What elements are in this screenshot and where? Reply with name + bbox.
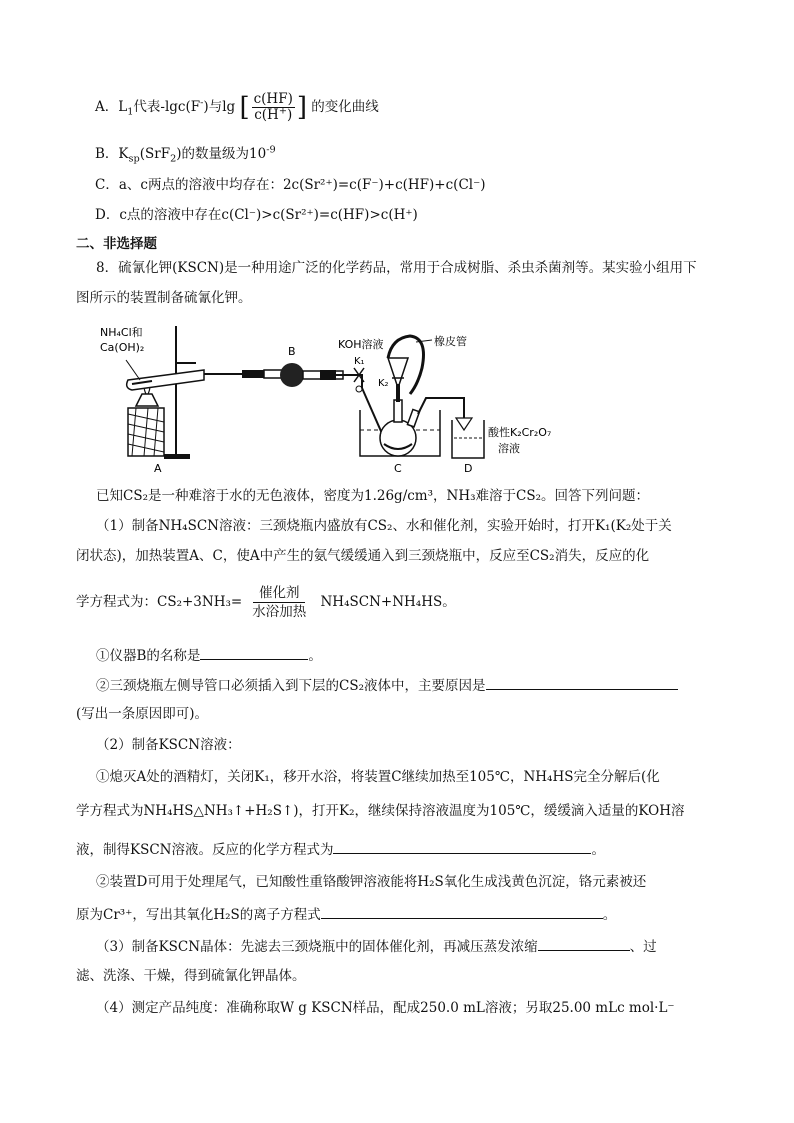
drying-tube-bulb bbox=[280, 363, 304, 387]
label-d: D bbox=[464, 462, 473, 475]
fraction-denominator bbox=[252, 105, 294, 123]
beaker-d bbox=[452, 420, 484, 458]
part3-line1 bbox=[96, 935, 657, 957]
label-c: C bbox=[394, 462, 402, 475]
part2-1-end: 。 bbox=[591, 842, 605, 858]
drying-tube-neck bbox=[264, 370, 282, 378]
reagent-pointer bbox=[126, 360, 140, 380]
subq-2 bbox=[96, 674, 678, 696]
condition-catalyst: 催化剂 bbox=[253, 584, 306, 603]
bracket-right: ] bbox=[296, 92, 307, 123]
flask-right-neck bbox=[407, 409, 419, 426]
part2-1-line3 bbox=[76, 838, 605, 860]
part2-2-line2 bbox=[76, 903, 616, 925]
label-reagent-1: NH₄Cl和 bbox=[100, 326, 143, 339]
k1-clamp-ring bbox=[356, 386, 362, 392]
label-k1: K₁ bbox=[354, 356, 365, 367]
bracket-left: [ bbox=[239, 92, 250, 123]
subq-2-text: ②三颈烧瓶左侧导管口必须插入到下层的CS₂液体中，主要原因是 bbox=[96, 678, 486, 694]
funnel-stem bbox=[396, 384, 400, 402]
subq-1-text: ①仪器B的名称是 bbox=[96, 648, 201, 664]
part4-line1: （4）测定产品纯度：准确称取W g KSCN样品，配成250.0 mL溶液；另取25.00 mLc mol·L⁻ bbox=[96, 1000, 675, 1016]
fraction-den-post: ) bbox=[286, 107, 293, 123]
option-b-post: )的数量级为10 bbox=[176, 146, 267, 162]
option-b-sup: -9 bbox=[266, 144, 276, 156]
option-d: D．c点的溶液中存在c(Cl⁻)>c(Sr²⁺)=c(HF)>c(H⁺) bbox=[95, 207, 418, 223]
label-koh: KOH溶液 bbox=[338, 338, 384, 351]
flask-center-neck bbox=[394, 400, 402, 422]
condition-water-bath: 水浴加热 bbox=[252, 604, 307, 620]
option-b bbox=[95, 144, 276, 164]
equation-rhs: NH₄SCN+NH₄HS。 bbox=[316, 594, 456, 610]
answer-blank-5[interactable] bbox=[538, 935, 630, 951]
option-a bbox=[95, 92, 379, 123]
equation-lhs: 学方程式为：CS₂+3NH₃= bbox=[76, 594, 243, 610]
answer-blank-2[interactable] bbox=[486, 674, 678, 690]
option-b-mid: (SrF bbox=[139, 146, 171, 162]
answer-blank-3[interactable] bbox=[333, 838, 591, 854]
option-b-sub2: 2 bbox=[170, 153, 177, 165]
apparatus-figure bbox=[92, 318, 552, 478]
label-a: A bbox=[154, 462, 162, 475]
option-a-sub: 1 bbox=[127, 106, 134, 118]
option-b-prefix: B．K bbox=[95, 146, 129, 162]
option-a-mid2: )与lg bbox=[203, 99, 236, 115]
subq-2-note: (写出一条原因即可)。 bbox=[76, 706, 209, 722]
dropping-funnel bbox=[388, 358, 408, 388]
q8-intro-line2: 图所示的装置制备硫氰化钾。 bbox=[76, 290, 252, 306]
inverted-funnel bbox=[456, 418, 472, 430]
label-acid-2: 溶液 bbox=[498, 442, 520, 455]
fraction bbox=[252, 92, 295, 123]
part1-line1: （1）制备NH₄SCN溶液：三颈烧瓶内盛放有CS₂、水和催化剂，实验开始时，打开K₁(K₂处于关 bbox=[96, 518, 672, 534]
option-a-suffix: 的变化曲线 bbox=[311, 99, 379, 115]
outlet-tube bbox=[418, 398, 464, 418]
reaction-conditions bbox=[246, 584, 312, 621]
fraction-den-sup: + bbox=[278, 105, 287, 117]
label-b: B bbox=[288, 345, 296, 358]
part1-line2: 闭状态)，加热装置A、C，使A中产生的氨气缓缓通入到三颈烧瓶中，反应至CS₂消失，反应的化 bbox=[76, 548, 650, 564]
subq-1 bbox=[96, 644, 322, 666]
label-reagent-2: Ca(OH)₂ bbox=[100, 341, 145, 354]
part2-1-line1: ①熄灭A处的酒精灯，关闭K₁，移开水浴，将装置C继续加热至105℃，NH₄HS完全分解后(化 bbox=[96, 769, 660, 785]
answer-blank-1[interactable] bbox=[200, 644, 308, 660]
rubber-joint-1 bbox=[242, 370, 264, 378]
option-a-prefix: A．L bbox=[95, 99, 128, 115]
answer-blank-4[interactable] bbox=[321, 903, 603, 919]
part2-2-end: 。 bbox=[602, 907, 617, 923]
option-c: C．a、c两点的溶液中均存在：2c(Sr²⁺)=c(F⁻)+c(HF)+c(Cl⁻) bbox=[95, 177, 486, 193]
part2-2-line1: ②装置D可用于处理尾气，已知酸性重铬酸钾溶液能将H₂S氧化生成浅黄色沉淀，铬元素被还 bbox=[96, 874, 647, 890]
part2-title: （2）制备KSCN溶液： bbox=[96, 737, 241, 753]
fraction-numerator: c(HF) bbox=[253, 91, 293, 107]
part3-line1-post: 、过 bbox=[629, 939, 657, 955]
part2-1-line3-text: 液，制得KSCN溶液。反应的化学方程式为 bbox=[76, 842, 334, 858]
part2-1-line2: 学方程式为NH₄HS△NH₃↑+H₂S↑)，打开K₂，继续保持溶液温度为105℃，缓缓滴入适量的KOH溶 bbox=[76, 803, 685, 819]
part2-2-line2-text: 原为Cr³⁺，写出其氧化H₂S的离子方程式 bbox=[76, 907, 321, 923]
inlet-tube bbox=[362, 388, 384, 438]
part3-line2: 滤、洗涤、干燥，得到硫氰化钾晶体。 bbox=[76, 968, 306, 984]
subq-1-end: 。 bbox=[308, 648, 322, 664]
part1-equation bbox=[76, 584, 456, 621]
test-tube bbox=[127, 370, 204, 390]
fraction-den-pre: c(H bbox=[254, 107, 279, 123]
section-heading: 二、非选择题 bbox=[76, 236, 157, 252]
stand-base bbox=[164, 454, 190, 459]
part3-line1-text: （3）制备KSCN晶体：先滤去三颈烧瓶中的固体催化剂，再减压蒸发浓缩 bbox=[96, 939, 538, 955]
known-line: 已知CS₂是一种难溶于水的无色液体，密度为1.26g/cm³，NH₃难溶于CS₂。回答下列问题： bbox=[96, 488, 649, 504]
option-a-sup: - bbox=[200, 97, 204, 109]
label-rubber: 橡皮管 bbox=[434, 335, 467, 348]
alcohol-lamp bbox=[136, 394, 158, 406]
q8-intro-line1: 8．硫氰化钾(KSCN)是一种用途广泛的化学药品，常用于合成树脂、杀虫杀菌剂等。某实验小组用下 bbox=[96, 260, 697, 276]
label-k2: K₂ bbox=[378, 378, 389, 389]
label-acid-1: 酸性K₂Cr₂O₇ bbox=[488, 426, 552, 439]
option-b-sub: sp bbox=[128, 153, 140, 165]
option-a-mid: 代表-lgc(F bbox=[133, 99, 201, 115]
rubber-joint-2 bbox=[320, 370, 336, 380]
